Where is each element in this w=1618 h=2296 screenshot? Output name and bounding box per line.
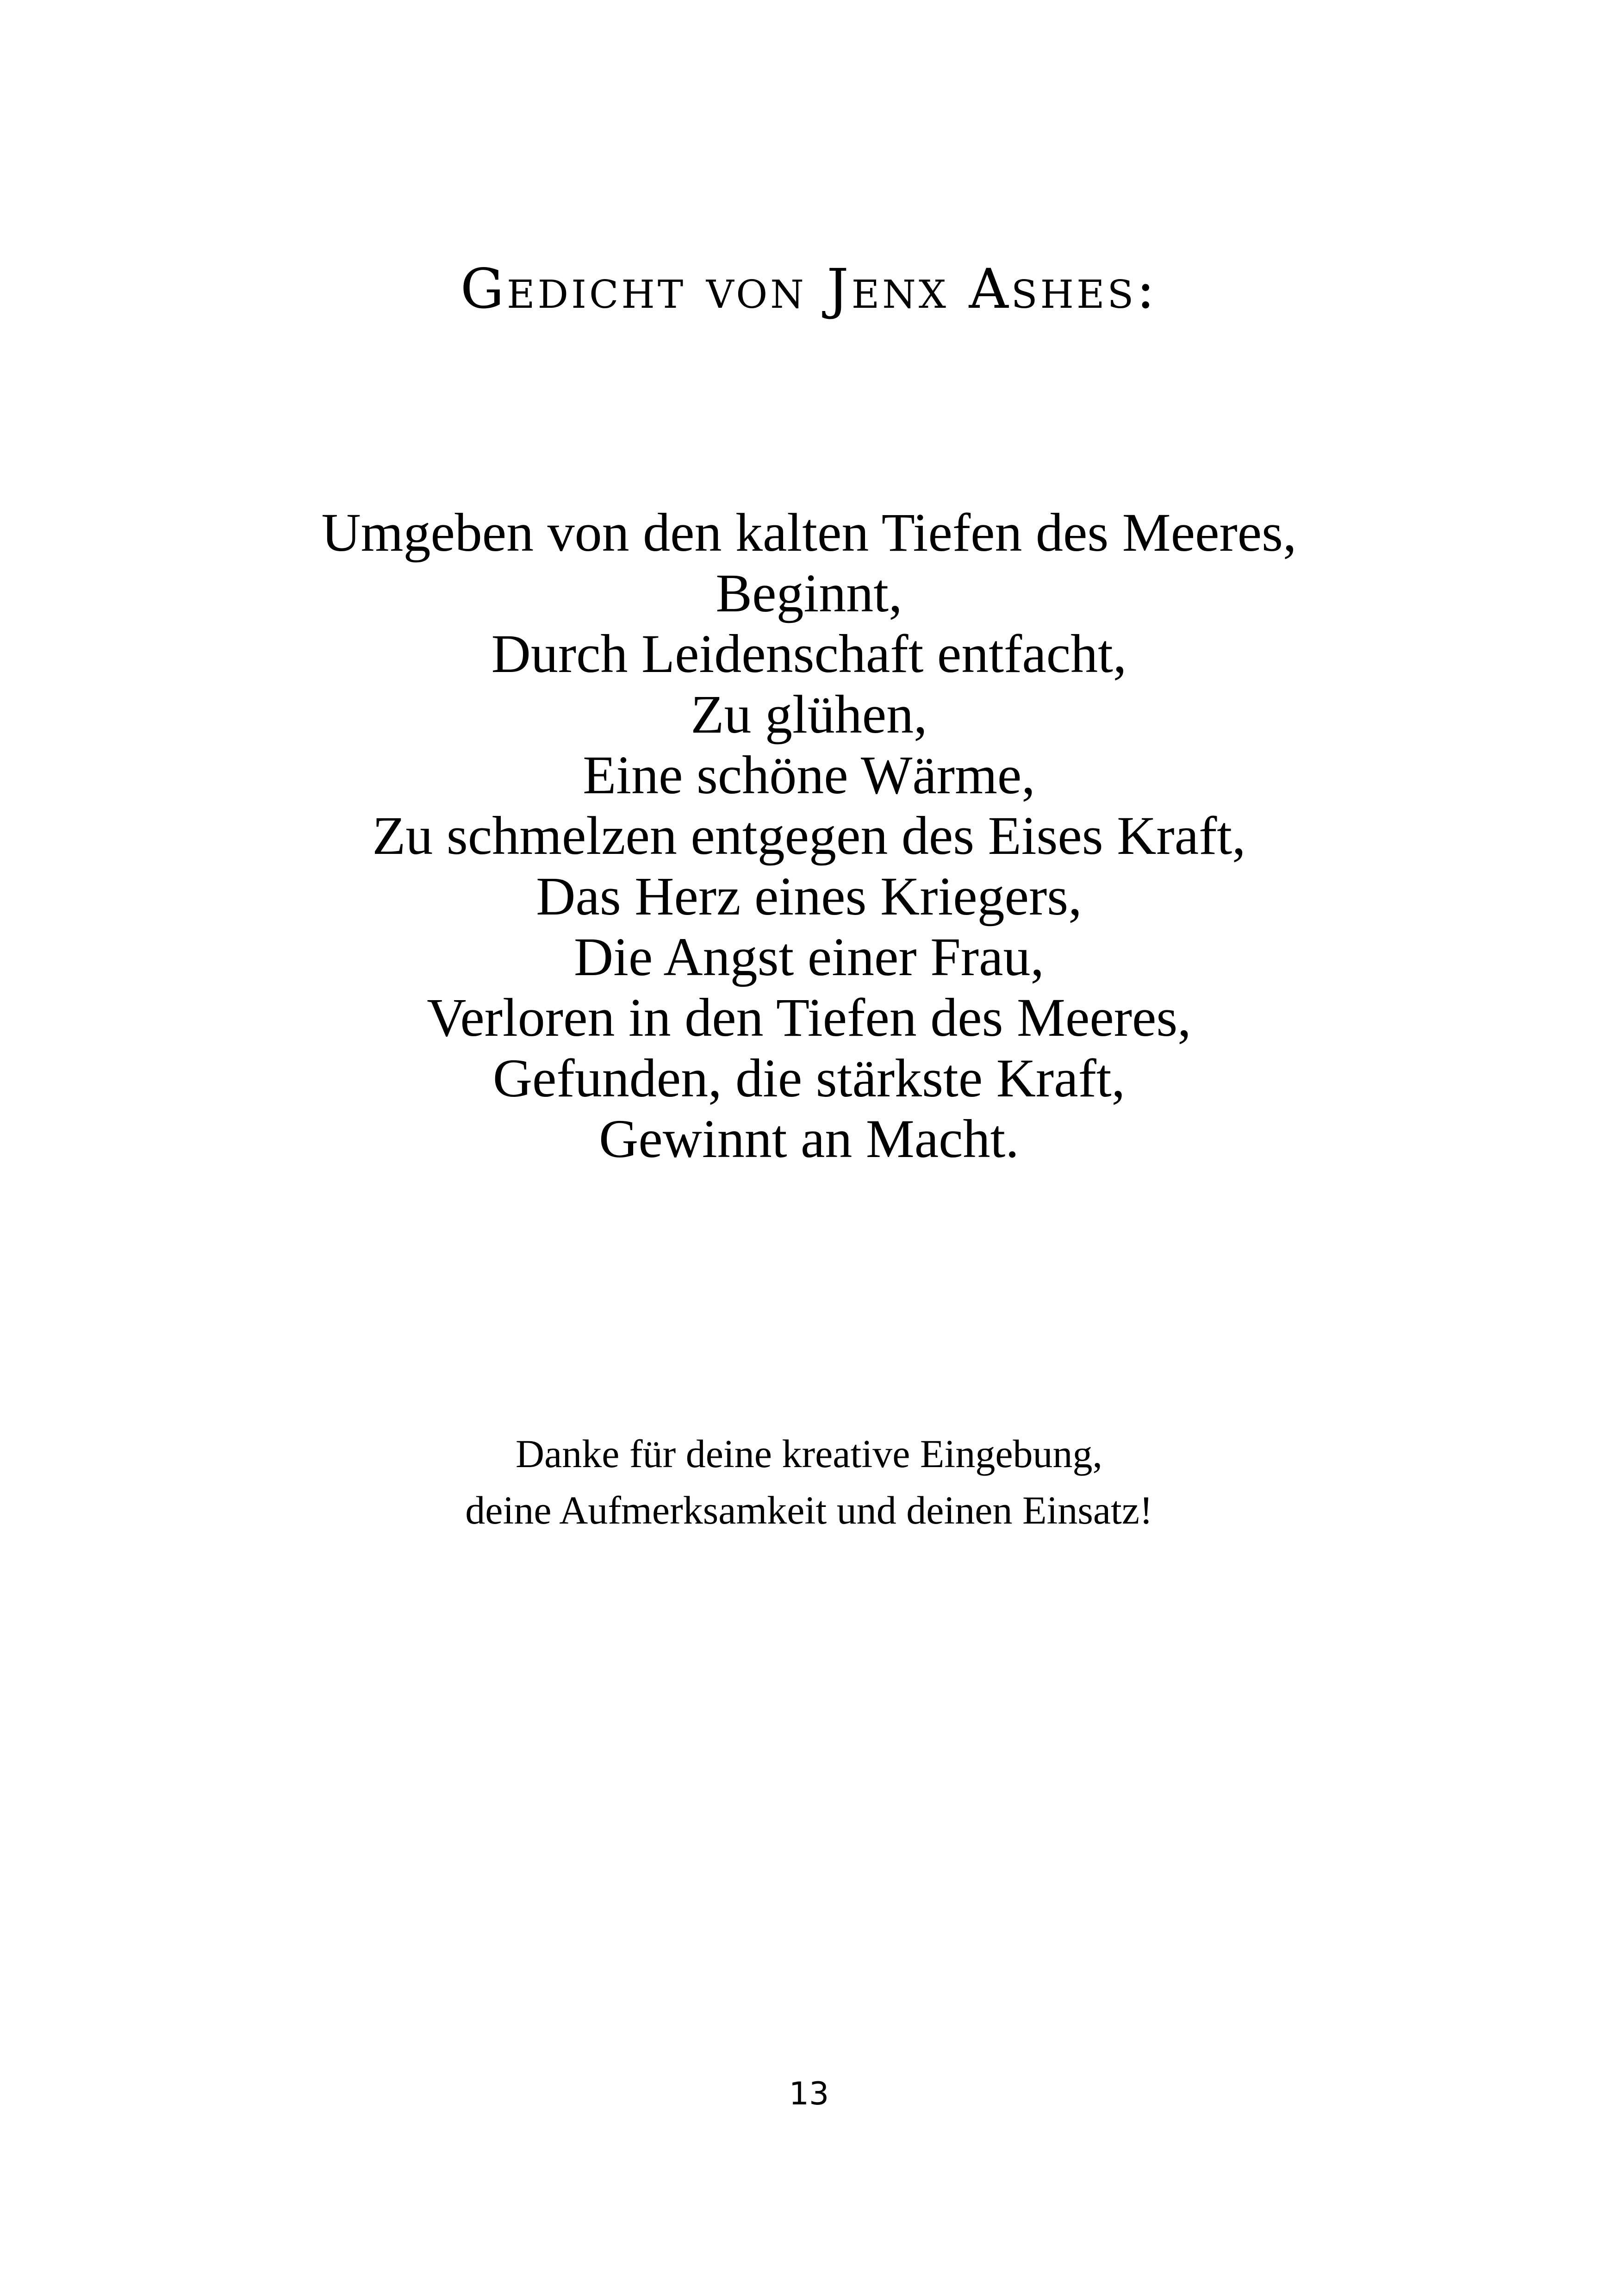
poem-line: Zu glühen,: [691, 684, 927, 745]
thanks-line: deine Aufmerksamkeit und deinen Einsatz!: [465, 1488, 1153, 1532]
poem-line: Beginnt,: [716, 563, 902, 623]
poem-line: Durch Leidenschaft entfacht,: [491, 623, 1127, 684]
poem-line: Zu schmelzen entgegen des Eises Kraft,: [372, 805, 1246, 866]
page-number: 13: [789, 2076, 829, 2112]
poem-body: [0, 502, 1618, 1169]
poem-line: Das Herz eines Kriegers,: [536, 866, 1082, 927]
poem-line: Verloren in den Tiefen des Meeres,: [427, 987, 1191, 1048]
poem-line: Eine schöne Wärme,: [583, 745, 1035, 805]
poem-line: Gefunden, die stärkste Kraft,: [492, 1048, 1126, 1108]
poem-line: Umgeben von den kalten Tiefen des Meeres,: [321, 502, 1297, 563]
thanks-note: [0, 1425, 1618, 1538]
poem-line: Die Angst einer Frau,: [574, 927, 1044, 987]
poem-line: Gewinnt an Macht.: [599, 1108, 1019, 1169]
thanks-line: Danke für deine kreative Eingebung,: [516, 1431, 1102, 1476]
poem-title: Gedicht von Jenx Ashes:: [460, 257, 1158, 321]
